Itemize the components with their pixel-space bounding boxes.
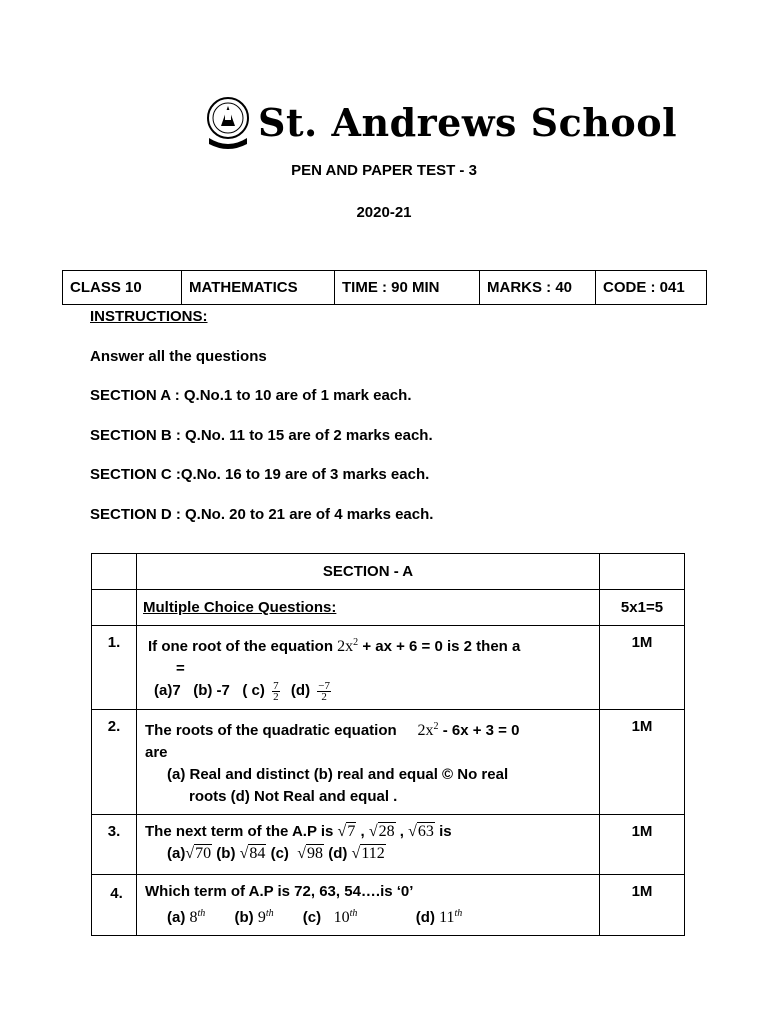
option-a: (a) — [167, 845, 186, 862]
option-d: (d) — [415, 909, 435, 926]
question-text: Which term of A.P is 72, 63, 54….is ‘0’ (a) 8th (b) 9th (c) 10th (d) 11th — [137, 875, 600, 936]
instruction-line: SECTION A : Q.No.1 to 10 are of 1 mark each. — [90, 387, 412, 404]
option-b: (b) — [216, 845, 236, 862]
instruction-line: SECTION D : Q.No. 20 to 21 are of 4 marks each. — [90, 506, 434, 523]
question-row — [92, 875, 685, 936]
instructions-heading: INSTRUCTIONS: — [90, 308, 208, 325]
fraction: $\frac{-7}{2}$ — [318, 679, 330, 703]
school-name: St. Andrews School — [258, 100, 678, 145]
sqrt-term: √7 — [337, 823, 356, 840]
mcq-marks: 5x1=5 — [600, 590, 685, 626]
instruction-line: SECTION C :Q.No. 16 to 19 are of 3 marks each. — [90, 466, 430, 483]
option-c: ( c) — [242, 682, 265, 699]
test-info-table — [62, 270, 707, 305]
option-d: (d) — [328, 845, 348, 862]
option-a: (a)7 — [154, 682, 181, 699]
option-b: (b) — [234, 909, 254, 926]
instruction-line: Answer all the questions — [90, 348, 267, 365]
option-b: (b) -7 — [193, 682, 230, 699]
school-crest-logo — [203, 96, 253, 152]
question-marks: 1M — [600, 626, 685, 710]
subject-cell: MATHEMATICS — [182, 271, 335, 305]
options-line: roots (d) Not Real and equal . — [189, 788, 398, 805]
time-cell: TIME : 90 MIN — [335, 271, 480, 305]
question-text: The next term of the A.P is √7 , √28 , √63 is (a)√70 (b) √84 (c) √98 (d) √112 — [137, 815, 600, 875]
sqrt-term: √63 — [408, 823, 434, 840]
question-text: If one root of the equation $2x^2$ + ax + 6 = 0 is 2 then a = (a)7 (b) -7 ( c) $\frac{7}{2}$ (d) $\frac{-7}{2}$ — [137, 626, 600, 710]
section-title: SECTION - A — [137, 554, 600, 590]
question-number: 1. — [92, 626, 137, 710]
code-cell: CODE : 041 — [596, 271, 707, 305]
question-row — [92, 710, 685, 815]
option-a: (a) — [167, 909, 186, 926]
sqrt-term: √28 — [368, 823, 395, 840]
question-number: 3. — [92, 815, 137, 875]
question-number: 4. — [92, 875, 137, 936]
marks-cell: MARKS : 40 — [480, 271, 596, 305]
section-a-table — [91, 553, 685, 936]
question-marks: 1M — [600, 710, 685, 815]
question-number: 2. — [92, 710, 137, 815]
option-c: (c) — [302, 909, 322, 926]
question-row — [92, 815, 685, 875]
test-title: PEN AND PAPER TEST - 3 — [291, 162, 477, 179]
question-text: The roots of the quadratic equation $2x^2 - 6x + 3 = 0$ are (a) Real and distinct (b) real and equal © No real roots (d) Not Real and equal . — [137, 710, 600, 815]
fraction: $\frac{7}{2}$ — [273, 679, 279, 703]
question-row — [92, 626, 685, 710]
option-c: (c) — [270, 845, 289, 862]
options-line: (a) Real and distinct (b) real and equal © No real — [167, 766, 509, 783]
class-cell: CLASS 10 — [63, 271, 182, 305]
question-marks: 1M — [600, 875, 685, 936]
mcq-heading: Multiple Choice Questions: — [137, 590, 600, 626]
option-d: (d) — [290, 682, 311, 699]
instruction-line: SECTION B : Q.No. 11 to 15 are of 2 marks each. — [90, 427, 433, 444]
question-marks: 1M — [600, 815, 685, 875]
academic-year: 2020-21 — [356, 204, 412, 221]
